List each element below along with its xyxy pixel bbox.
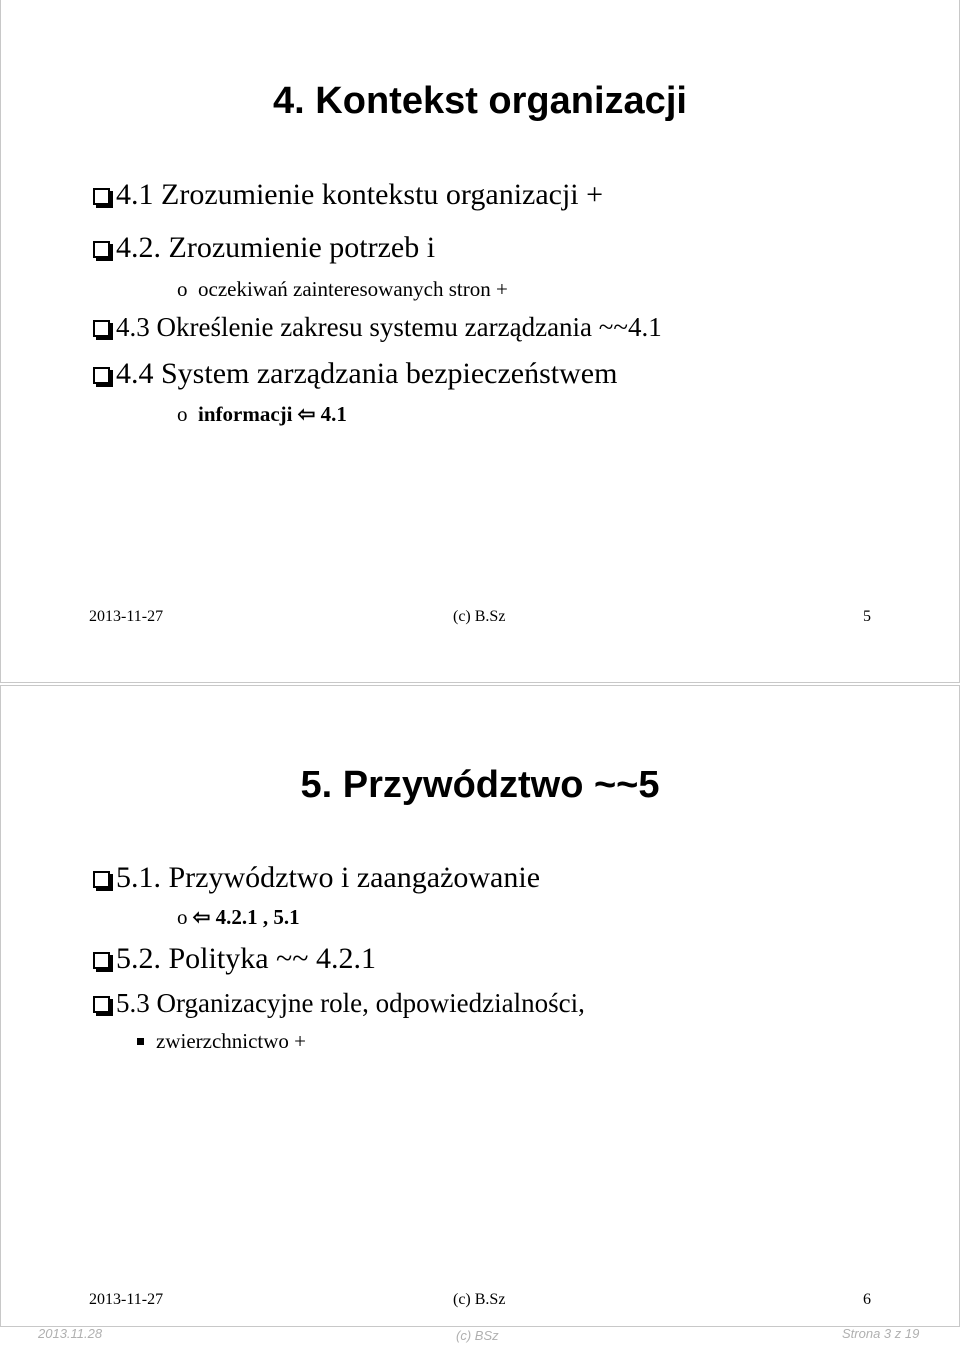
slide-title: 5. Przywództwo ~~5 [300,764,660,806]
list-subitem: o oczekiwań zainteresowanych stron + [177,277,508,301]
list-subitem: o informacji ⇦ 4.1 [177,402,347,426]
page-footer-center: (c) BSz [456,1328,499,1343]
list-subitem: o ⇦ 4.2.1 , 5.1 [177,905,300,929]
slide-footer-page: 6 [863,1291,871,1308]
page-footer-date: 2013.11.28 [38,1326,103,1341]
slide-footer-page: 5 [863,608,871,625]
checkbox-icon [93,952,110,969]
checkbox-icon [93,367,110,384]
list-item: 5.3 Organizacyjne role, odpowiedzialności, [93,988,585,1019]
checkbox-icon [93,996,110,1013]
list-item: 5.2. Polityka ~~ 4.2.1 [93,942,376,976]
slide-6 [0,685,960,1327]
list-item: 5.1. Przywództwo i zaangażowanie [93,861,540,895]
slide-title: 4. Kontekst organizacji [273,80,687,122]
list-item: 4.3 Określenie zakresu systemu zarządzania ~~4.1 [93,312,662,343]
square-bullet-icon [137,1038,144,1045]
checkbox-icon [93,188,110,205]
list-item: 4.4 System zarządzania bezpieczeństwem [93,357,617,391]
checkbox-icon [93,320,110,337]
slide-footer-date: 2013-11-27 [89,608,164,625]
arrow-left-icon: ⇦ [192,905,211,929]
bullet-o: o [177,402,188,426]
slide-5 [0,0,960,683]
slide-footer-date: 2013-11-27 [89,1291,164,1308]
checkbox-icon [93,241,110,258]
arrow-left-icon: ⇦ [297,402,316,426]
list-item: 4.2. Zrozumienie potrzeb i [93,231,435,265]
bullet-o: o [177,905,188,929]
slide-footer-author: (c) B.Sz [453,608,506,625]
bullet-o: o [177,277,188,301]
list-item: 4.1 Zrozumienie kontekstu organizacji + [93,178,603,212]
page-footer-page: Strona 3 z 19 [842,1326,920,1341]
list-subitem: zwierzchnictwo + [137,1029,306,1054]
checkbox-icon [93,871,110,888]
slide-footer-author: (c) B.Sz [453,1291,506,1308]
